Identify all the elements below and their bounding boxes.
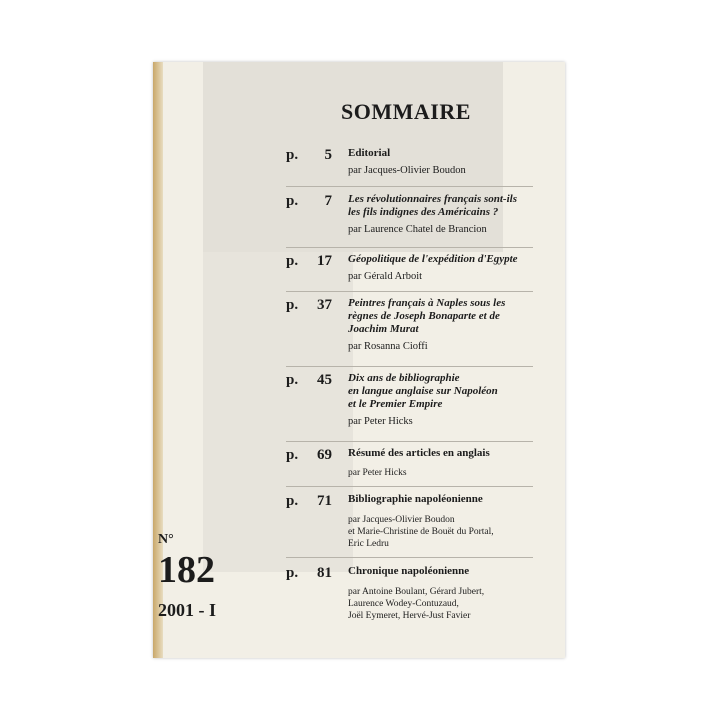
divider	[286, 441, 533, 442]
entry-author: par Gérald Arboit	[348, 271, 423, 282]
page-ref: p. 37	[286, 297, 332, 313]
divider	[286, 291, 533, 292]
page-ref: p. 5	[286, 147, 332, 163]
entry-author: par Jacques-Olivier Boudon	[348, 165, 466, 176]
entry-title: Résumé des articles en anglais	[348, 447, 490, 459]
entry-title-line: et le Premier Empire	[348, 398, 443, 410]
toc-entry-editorial	[286, 147, 531, 177]
issue-year: 2001 - I	[158, 600, 216, 620]
entry-title-line: Les révolutionnaires français sont-ils	[348, 193, 517, 205]
toc-entry-revolutionnaires	[286, 193, 531, 236]
divider	[286, 247, 533, 248]
issue-label: N°	[158, 532, 174, 547]
divider	[286, 186, 533, 187]
entry-title-line: les fils indignes des Américains ?	[348, 206, 499, 218]
entry-author: par Rosanna Cioffi	[348, 341, 428, 352]
entry-title-line: en langue anglaise sur Napoléon	[348, 385, 498, 397]
entry-title-line: Dix ans de bibliographie	[348, 372, 460, 384]
entry-title-line: règnes de Joseph Bonaparte et de	[348, 310, 500, 322]
page-ref: p. 69	[286, 447, 332, 463]
page-title: SOMMAIRE	[341, 99, 471, 124]
issue-block	[158, 532, 216, 621]
entry-author-line: Laurence Wodey-Contuzaud,	[348, 599, 459, 609]
divider	[286, 366, 533, 367]
divider	[286, 486, 533, 487]
toc-entry-peintres	[286, 297, 531, 353]
toc-entry-chronique	[286, 565, 531, 622]
entry-author-line: Eric Ledru	[348, 539, 389, 549]
toc-entry-egypte	[286, 253, 531, 283]
page-ref: p. 45	[286, 372, 332, 388]
issue-number: 182	[158, 549, 215, 591]
toc-entry-bibliographie-napoleonienne	[286, 493, 531, 550]
entry-title-line: Joachim Murat	[348, 323, 419, 335]
entry-author-line: par Antoine Boulant, Gérard Jubert,	[348, 587, 485, 597]
page-ref: p. 17	[286, 253, 332, 269]
toc-entry-bibliographie-anglaise	[286, 372, 531, 428]
page-ref: p. 7	[286, 193, 332, 209]
entry-title: Bibliographie napoléonienne	[348, 493, 483, 505]
divider	[286, 557, 533, 558]
entry-title: Editorial	[348, 147, 391, 159]
entry-author: par Peter Hicks	[348, 468, 407, 478]
entry-author: par Laurence Chatel de Brancion	[348, 224, 487, 235]
page-ref: p. 81	[286, 565, 332, 581]
entry-author-line: Joël Eymeret, Hervé-Just Favier	[348, 611, 471, 621]
entry-author-line: par Jacques-Olivier Boudon	[348, 515, 455, 525]
entry-author: par Peter Hicks	[348, 416, 413, 427]
toc-entry-resume	[286, 447, 531, 479]
entry-author-line: et Marie-Christine de Bouët du Portal,	[348, 527, 494, 537]
journal-page	[153, 62, 565, 658]
page-ref: p. 71	[286, 493, 332, 509]
entry-title: Chronique napoléonienne	[348, 565, 470, 577]
entry-title-line: Peintres français à Naples sous les	[348, 297, 506, 309]
entry-title: Géopolitique de l'expédition d'Egypte	[348, 253, 518, 265]
